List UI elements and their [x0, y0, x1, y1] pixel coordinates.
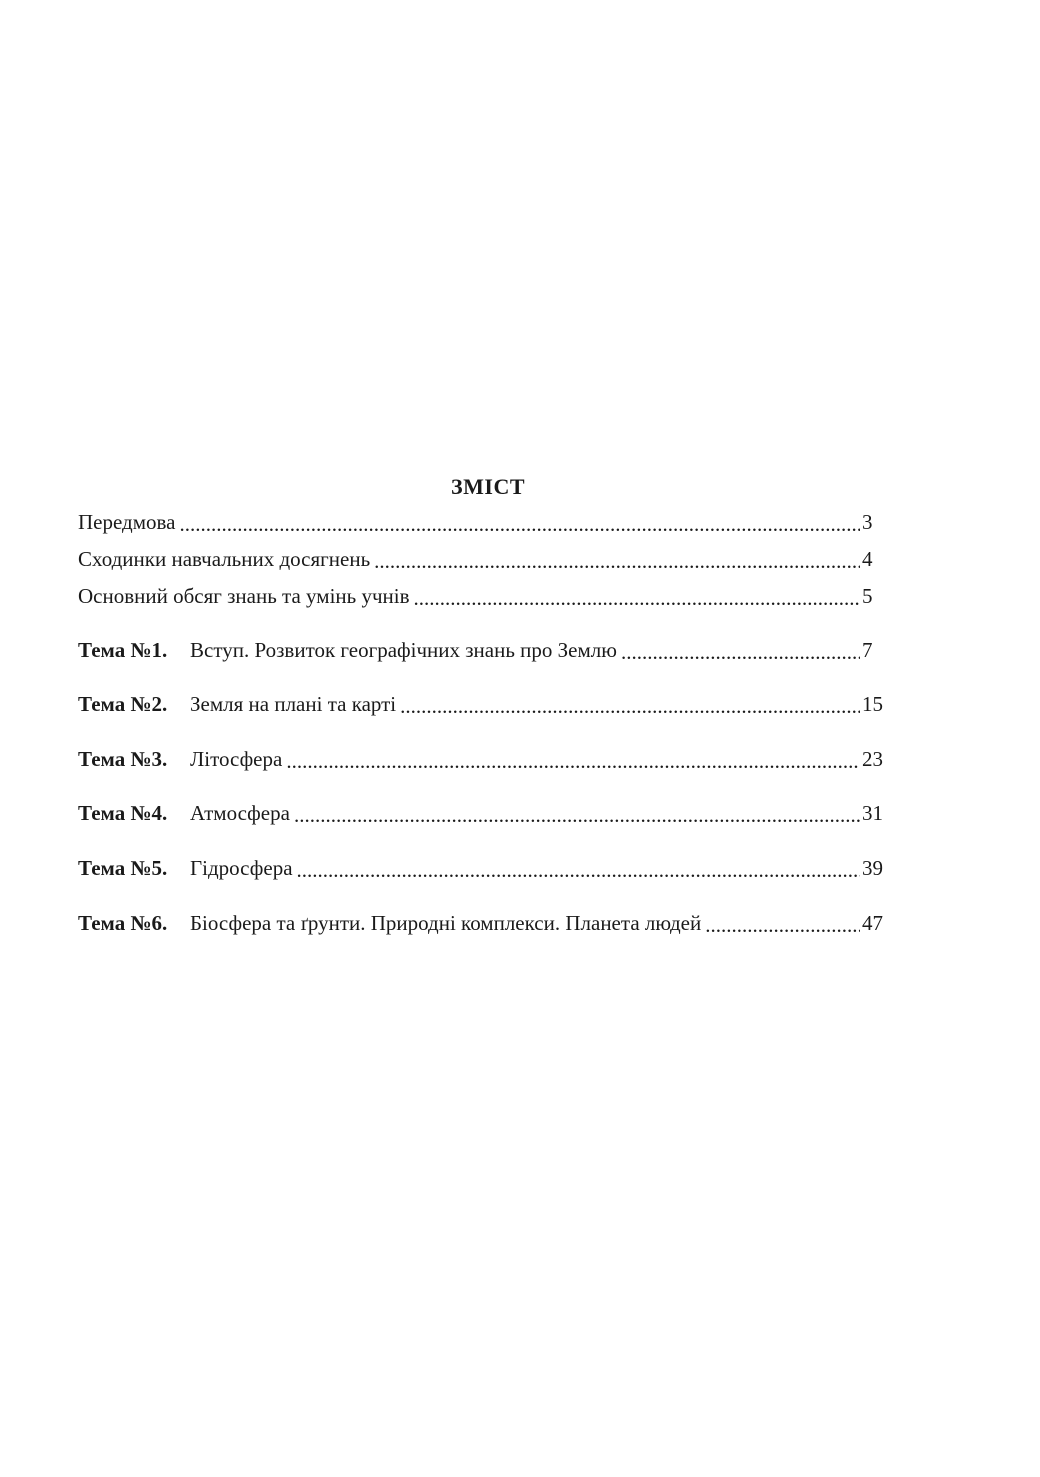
toc-entry-topic-3: [78, 747, 888, 779]
topic-title: Біосфера та ґрунти. Природні комплекси. Планета людей: [190, 911, 702, 935]
topic-number: Тема №4.: [78, 801, 168, 825]
topic-number: Тема №1.: [78, 638, 168, 662]
toc-entry-core-knowledge: [78, 584, 888, 616]
toc-entry-title: Передмова: [78, 510, 176, 534]
toc-entry-title: Сходинки навчальних досягнень: [78, 547, 371, 571]
topic-title: Літосфера: [190, 747, 283, 771]
topic-title: Атмосфера: [190, 801, 290, 825]
dot-leader: [400, 694, 860, 715]
dot-leader: [294, 803, 860, 824]
page-title: ЗМІСТ: [451, 474, 525, 499]
toc-page-number: 39: [862, 856, 883, 880]
toc-page-number: 4: [862, 547, 873, 571]
toc-entry-topic-5: [78, 856, 888, 888]
toc-entry-topic-1: [78, 638, 888, 670]
toc-page-number: 3: [862, 510, 873, 534]
topic-number: Тема №2.: [78, 692, 168, 716]
dot-leader: [705, 913, 860, 934]
toc-page-number: 31: [862, 801, 883, 825]
topic-number: Тема №3.: [78, 747, 168, 771]
dot-leader: [179, 512, 860, 533]
toc-page-number: 15: [862, 692, 883, 716]
dot-leader: [374, 549, 860, 570]
toc-page-number: 47: [862, 911, 883, 935]
topic-number: Тема №5.: [78, 856, 168, 880]
toc-page-number: 7: [862, 638, 873, 662]
toc-page-number: 23: [862, 747, 883, 771]
topic-title: Гідросфера: [190, 856, 293, 880]
topic-title: Вступ. Розвиток географічних знань про Землю: [190, 638, 617, 662]
toc-entry-topic-6: [78, 911, 888, 943]
toc-entry-title: Основний обсяг знань та умінь учнів: [78, 584, 410, 608]
toc-entry-achievement-levels: [78, 547, 888, 579]
dot-leader: [286, 749, 860, 770]
dot-leader: [621, 640, 860, 661]
toc-entry-foreword: [78, 510, 888, 542]
toc-entry-topic-2: [78, 692, 888, 724]
toc-page-number: 5: [862, 584, 873, 608]
topic-number: Тема №6.: [78, 911, 168, 935]
topic-title: Земля на плані та карті: [190, 692, 397, 716]
toc-entry-topic-4: [78, 801, 888, 833]
dot-leader: [297, 858, 860, 879]
dot-leader: [414, 586, 860, 607]
